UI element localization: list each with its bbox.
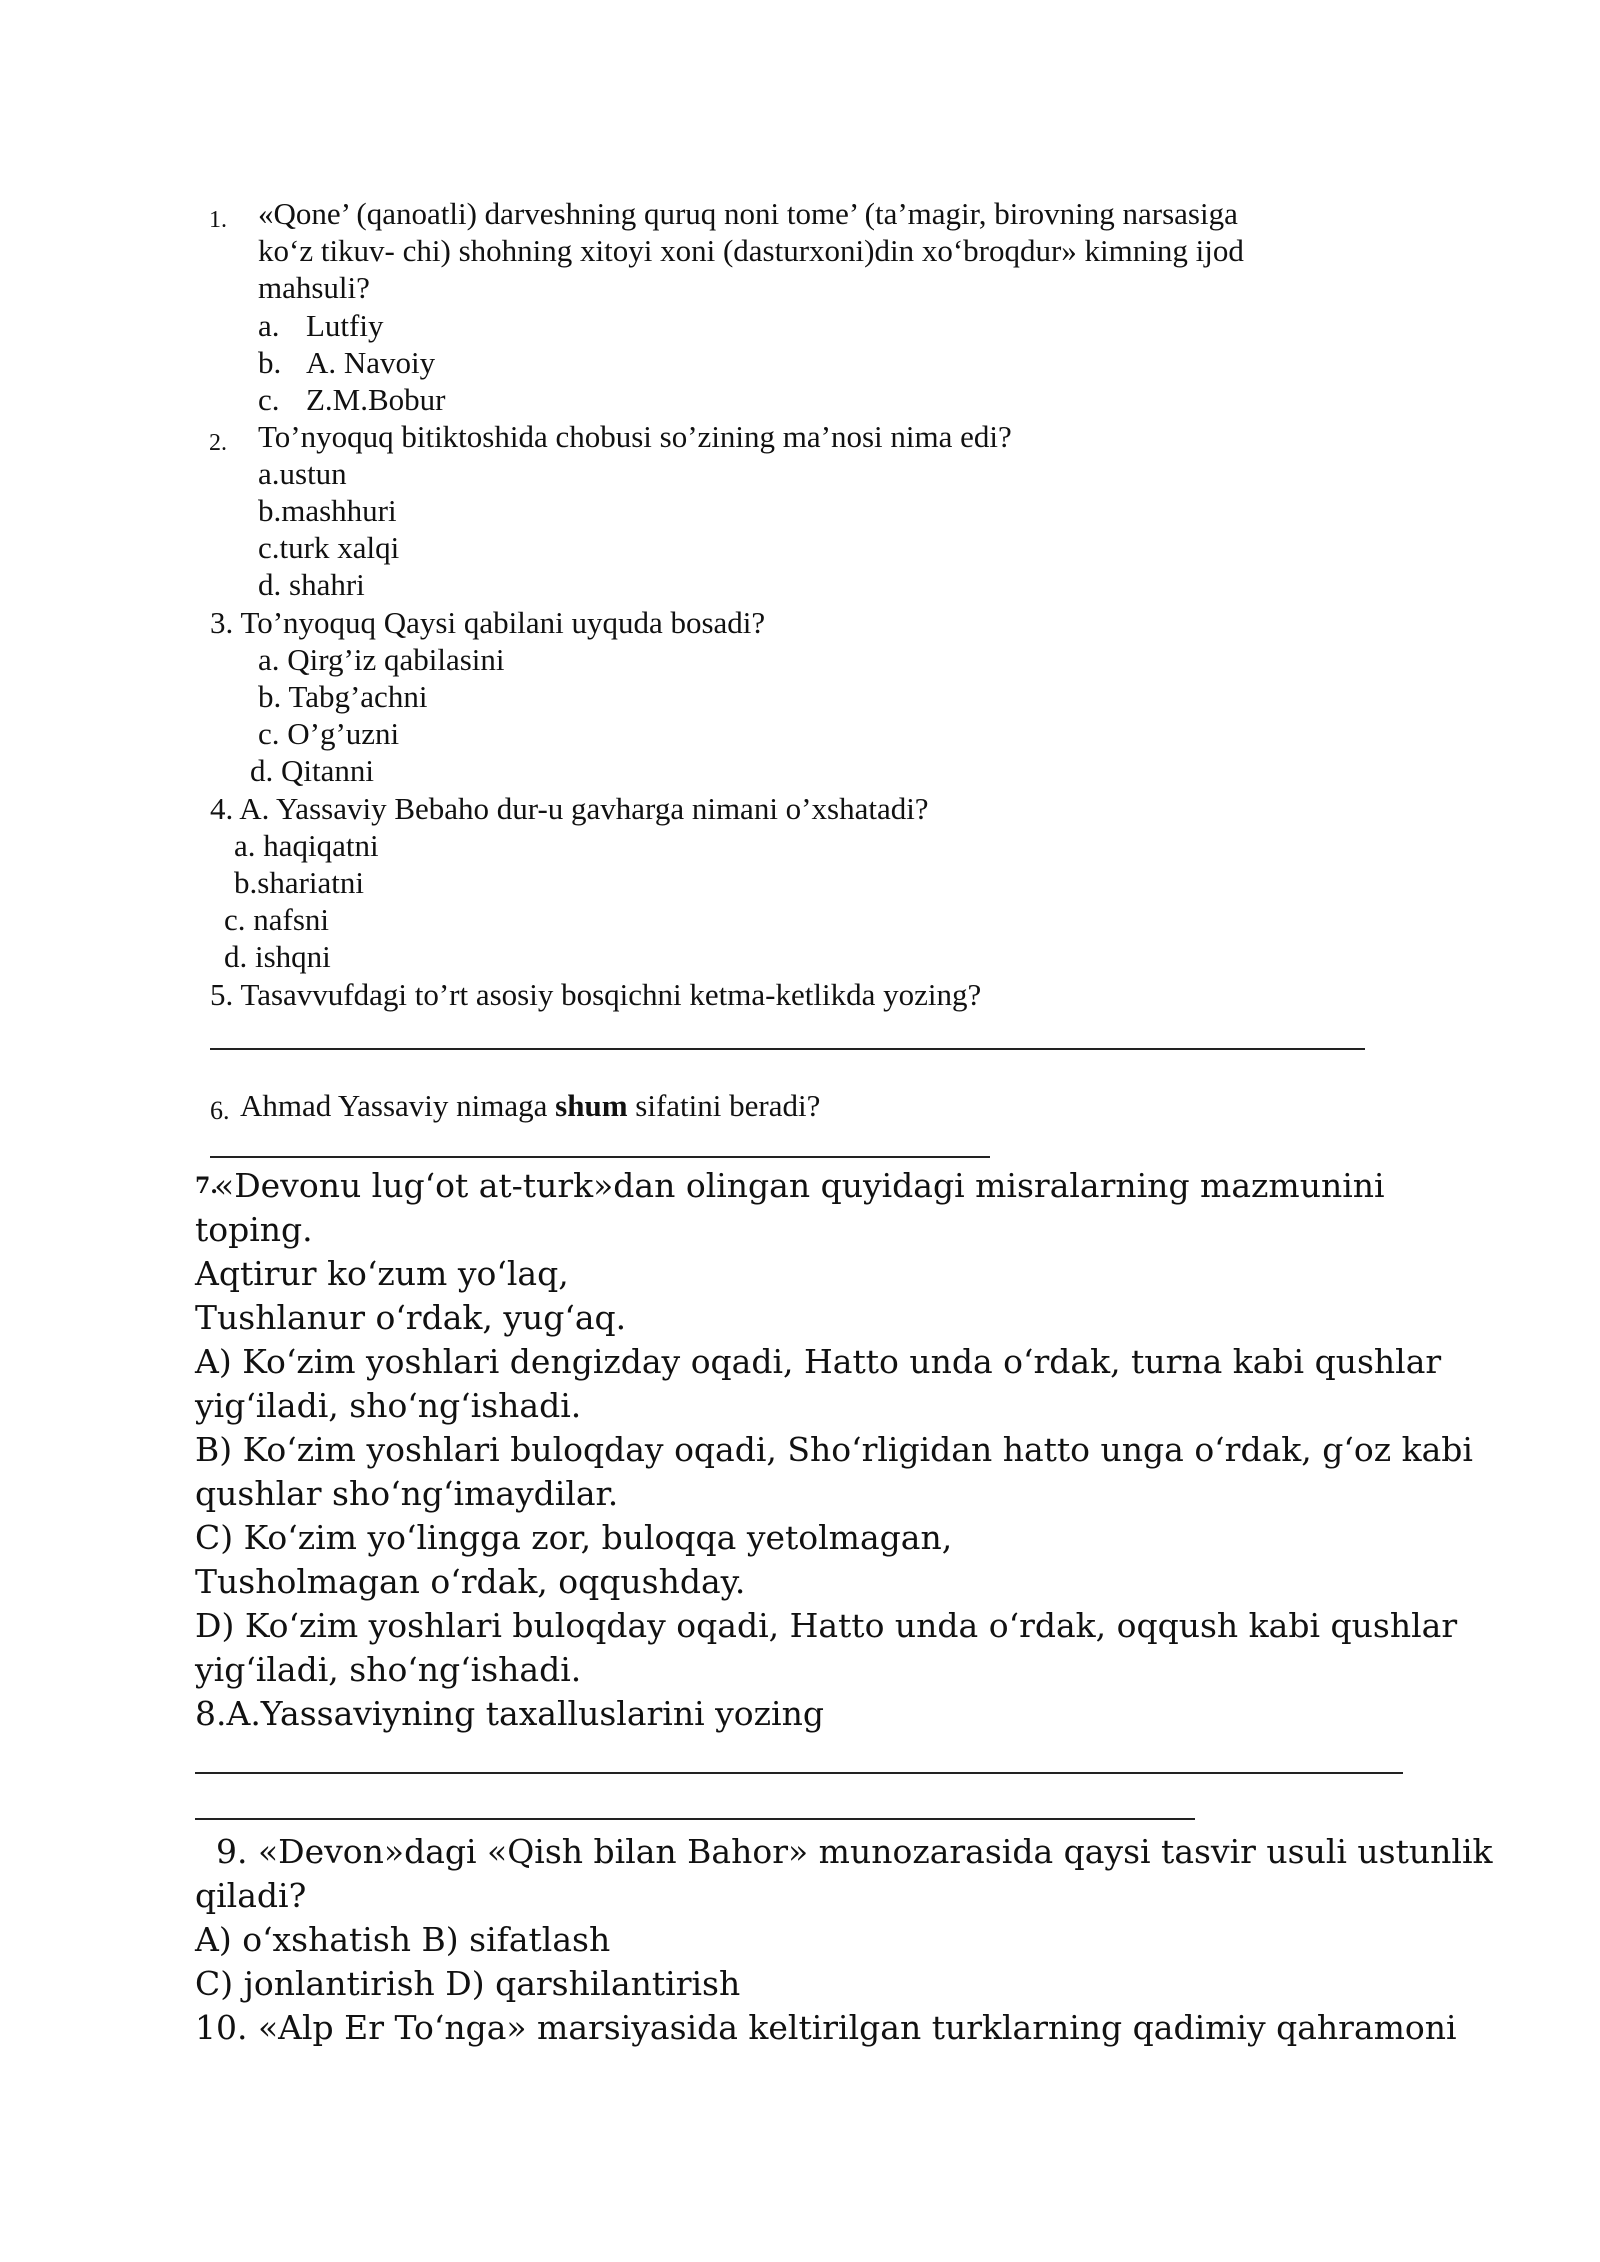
option-text: D) Ko‘zim yoshlari buloqday oqadi, Hatto unda o‘rdak, oqqush kabi qushlar <box>195 1606 1458 1645</box>
option-text: B) Ko‘zim yoshlari buloqday oqadi, Sho‘rligidan hatto unga o‘rdak, g‘oz kabi <box>195 1430 1473 1469</box>
question-text: To’nyoquq bitiktoshida chobusi so’zining ma’nosi nima edi? <box>258 419 1012 454</box>
option-text: A) Ko‘zim yoshlari dengizday oqadi, Hatto unda o‘rdak, turna kabi qushlar <box>195 1342 1442 1381</box>
option-text: b. Tabg’achni <box>258 679 428 714</box>
option-text: d. ishqni <box>224 939 331 974</box>
verse-line: Aqtirur ko‘zum yo‘laq, <box>195 1254 569 1293</box>
answer-line[interactable] <box>195 1772 1403 1774</box>
question-text-line: toping. <box>195 1210 313 1249</box>
question-text: sifatini beradi? <box>627 1088 821 1123</box>
question-number: 2. <box>209 430 227 456</box>
question-text-line: «Qone’ (qanoatli) darveshning quruq noni tome’ (ta’magir, birovning narsasiga <box>258 196 1238 231</box>
option-letter: c. <box>258 382 280 417</box>
answer-line[interactable] <box>210 1156 990 1158</box>
question-text: 10. «Alp Er To‘nga» marsiyasida keltirilgan turklarning qadimiy qahramoni <box>195 2008 1457 2047</box>
question-text: 8.A.Yassaviyning taxalluslarini yozing <box>195 1694 824 1733</box>
question-number: 7. <box>195 1173 218 1199</box>
emphasized-word: shum <box>555 1088 628 1123</box>
option-text: b.shariatni <box>234 865 364 900</box>
option-letter: b. <box>258 345 282 380</box>
verse-line: Tushlanur o‘rdak, yug‘aq. <box>195 1298 627 1337</box>
option-text: b.mashhuri <box>258 493 397 528</box>
option-letter: a. <box>258 308 280 343</box>
option-text: Z.M.Bobur <box>306 382 446 417</box>
option-text: a. Qirg’iz qabilasini <box>258 642 505 677</box>
option-text: d. Qitanni <box>250 753 374 788</box>
question-text: 3. To’nyoquq Qaysi qabilani uyquda bosadi? <box>210 605 766 640</box>
option-text: d. shahri <box>258 567 365 602</box>
option-text: A) o‘xshatish B) sifatlash <box>195 1920 611 1959</box>
option-text: c. O’g’uzni <box>258 716 400 751</box>
question-number: 6. <box>210 1096 230 1125</box>
option-text: C) jonlantirish D) qarshilantirish <box>195 1964 741 2003</box>
answer-line[interactable] <box>195 1818 1195 1820</box>
option-text: c. nafsni <box>224 902 330 937</box>
question-text: Ahmad Yassaviy nimaga <box>240 1088 556 1123</box>
option-text: a. haqiqatni <box>234 828 379 863</box>
option-text: a.ustun <box>258 456 347 491</box>
answer-line[interactable] <box>210 1048 1365 1050</box>
option-text: yig‘iladi, sho‘ng‘ishadi. <box>195 1650 582 1689</box>
question-text-line: «Devonu lug‘ot at-turk»dan olingan quyidagi misralarning mazmunini <box>214 1166 1385 1205</box>
question-text-line: 9. «Devon»dagi «Qish bilan Bahor» munozarasida qaysi tasvir usuli ustunlik <box>195 1832 1493 1871</box>
option-text: C) Ko‘zim yo‘lingga zor, buloqqa yetolmagan, <box>195 1518 953 1557</box>
question-number: 1. <box>209 207 227 233</box>
option-text: A. Navoiy <box>306 345 436 380</box>
option-text: Lutfiy <box>306 308 384 343</box>
question-text: 5. Tasavvufdagi to’rt asosiy bosqichni ketma-ketlikda yozing? <box>210 977 982 1012</box>
option-text: qushlar sho‘ng‘imaydilar. <box>195 1474 619 1513</box>
question-text-line: qiladi? <box>195 1876 307 1915</box>
option-text: Tusholmagan o‘rdak, oqqushday. <box>195 1562 746 1601</box>
question-text-line: ko‘z tikuv- chi) shohning xitoyi xoni (dasturxoni)din xo‘broqdur» kimning ijod <box>258 233 1244 268</box>
question-text: 4. A. Yassaviy Bebaho dur-u gavharga nimani o’xshatadi? <box>210 791 929 826</box>
question-text-line: mahsuli? <box>258 270 370 305</box>
option-text: yig‘iladi, sho‘ng‘ishadi. <box>195 1386 582 1425</box>
option-text: c.turk xalqi <box>258 530 400 565</box>
